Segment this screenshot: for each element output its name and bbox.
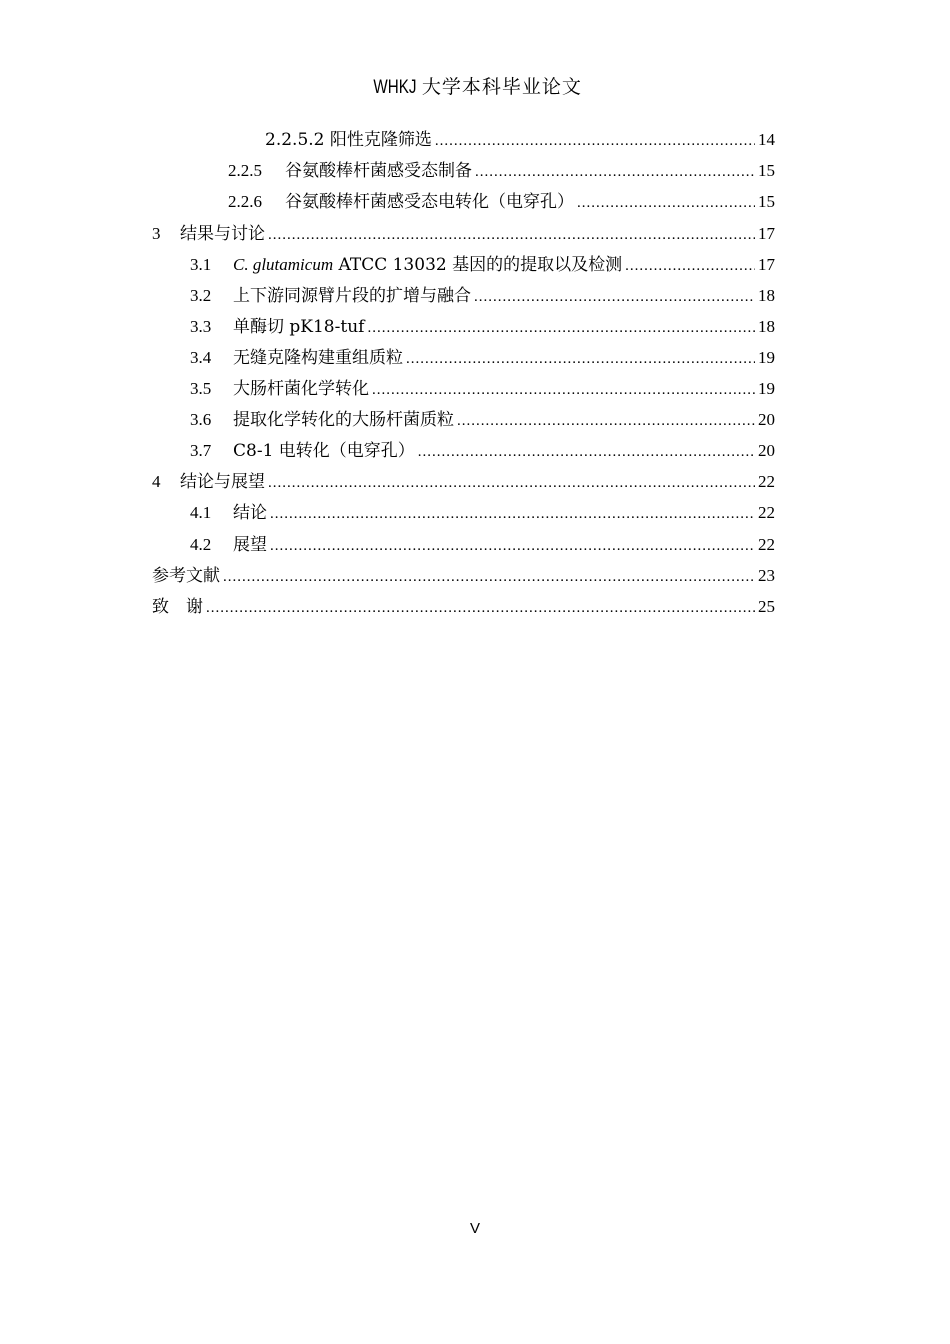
toc-entry[interactable] xyxy=(190,253,775,277)
toc-leader xyxy=(268,471,755,495)
toc-title xyxy=(233,253,622,277)
toc-page-number: 14 xyxy=(758,130,775,149)
toc-leader xyxy=(223,565,755,589)
toc-entry[interactable] xyxy=(190,408,775,432)
toc-leader xyxy=(474,285,755,309)
toc-leader xyxy=(577,191,755,215)
toc-title: 谷氨酸棒杆菌感受态制备 xyxy=(285,161,472,181)
toc-title: 结果与讨论 xyxy=(180,224,265,244)
toc-entry[interactable] xyxy=(152,564,775,588)
toc-number: 3.2 xyxy=(190,286,212,305)
toc-entry[interactable] xyxy=(190,377,775,401)
toc-leader xyxy=(625,254,755,278)
toc-page-number: 22 xyxy=(758,503,775,522)
toc-page-number: 19 xyxy=(758,379,775,398)
toc-number: 3.3 xyxy=(190,317,212,336)
header-title: 大学本科毕业论文 xyxy=(421,76,582,98)
toc-number: 4 xyxy=(152,472,161,491)
toc-title: 结论与展望 xyxy=(180,472,265,492)
page-number: V xyxy=(469,1220,480,1237)
toc-entry[interactable] xyxy=(265,128,775,152)
toc-number: 3.7 xyxy=(190,441,212,460)
toc-number: 3.4 xyxy=(190,348,212,367)
toc-entry[interactable] xyxy=(152,222,775,246)
toc-title: 参考文献 xyxy=(152,566,220,586)
toc-title-rest: ATCC 13032 基因的的提取以及检测 xyxy=(333,255,623,275)
toc-title: 大肠杆菌化学转化 xyxy=(233,379,369,399)
toc-number: 3.1 xyxy=(190,255,212,274)
toc-title: 结论 xyxy=(233,503,267,523)
toc-title: 2.2.5.2 阳性克隆筛选 xyxy=(265,130,432,150)
toc-title: 提取化学转化的大肠杆菌质粒 xyxy=(233,410,454,430)
toc-entry[interactable] xyxy=(190,533,775,557)
toc-page-number: 17 xyxy=(758,255,775,274)
toc-entry[interactable] xyxy=(190,284,775,308)
toc-page-number: 25 xyxy=(758,597,775,616)
toc-entry[interactable] xyxy=(152,470,775,494)
toc-entry[interactable] xyxy=(228,159,775,183)
toc-title: 致 谢 xyxy=(152,597,203,617)
toc-leader xyxy=(418,440,755,464)
toc-title: 上下游同源臂片段的扩增与融合 xyxy=(233,286,471,306)
toc-title: 无缝克隆构建重组质粒 xyxy=(233,348,403,368)
toc-page-number: 22 xyxy=(758,535,775,554)
toc-leader xyxy=(268,223,755,247)
toc-leader xyxy=(206,596,755,620)
toc-page-number: 17 xyxy=(758,224,775,243)
toc-entry[interactable] xyxy=(228,190,775,214)
toc-number: 3 xyxy=(152,224,161,243)
toc-number: 2.2.5 xyxy=(228,161,262,180)
page-footer xyxy=(0,1220,950,1237)
toc-number: 4.2 xyxy=(190,535,212,554)
toc-entry[interactable] xyxy=(152,595,775,619)
toc-page-number: 18 xyxy=(758,286,775,305)
toc-number: 2.2.6 xyxy=(228,192,262,211)
toc-entry[interactable] xyxy=(190,315,775,339)
toc-page-number: 22 xyxy=(758,472,775,491)
page-header xyxy=(0,72,950,99)
toc-leader xyxy=(367,316,755,340)
toc-leader xyxy=(270,534,755,558)
toc-page-number: 19 xyxy=(758,348,775,367)
toc-title: 谷氨酸棒杆菌感受态电转化（电穿孔） xyxy=(285,192,574,212)
toc-leader xyxy=(406,347,755,371)
toc-page-number: 23 xyxy=(758,566,775,585)
toc-number: 3.5 xyxy=(190,379,212,398)
toc-page-number: 15 xyxy=(758,161,775,180)
toc-leader xyxy=(475,160,755,184)
toc-entry[interactable] xyxy=(190,501,775,525)
toc-leader xyxy=(372,378,755,402)
toc-title: 展望 xyxy=(233,535,267,555)
toc-page-number: 18 xyxy=(758,317,775,336)
toc-number: 3.6 xyxy=(190,410,212,429)
toc-title-italic: C. glutamicum xyxy=(233,255,334,274)
toc-leader xyxy=(270,502,755,526)
toc-page-number: 20 xyxy=(758,441,775,460)
toc-title: 单酶切 pK18-tuf xyxy=(233,317,365,337)
toc-entry[interactable] xyxy=(190,346,775,370)
toc-leader xyxy=(457,409,755,433)
toc-page-number: 20 xyxy=(758,410,775,429)
header-latin: WHKJ xyxy=(373,77,417,98)
toc-number: 4.1 xyxy=(190,503,212,522)
toc-leader xyxy=(435,129,755,153)
toc-entry[interactable] xyxy=(190,439,775,463)
toc-title: C8-1 电转化（电穿孔） xyxy=(233,441,415,461)
toc-page-number: 15 xyxy=(758,192,775,211)
